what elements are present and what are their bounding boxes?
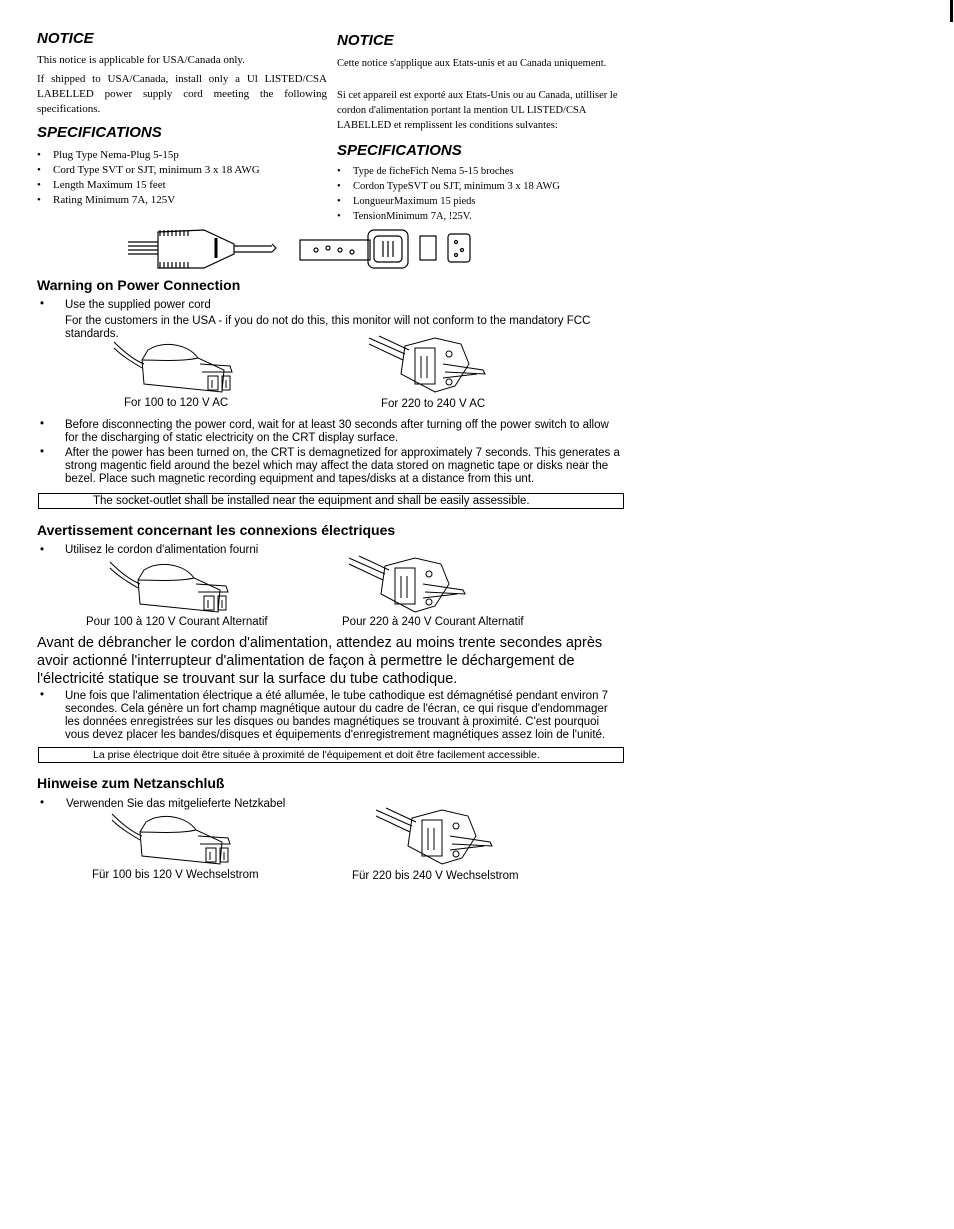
- scan-edge-mark: [950, 0, 953, 22]
- list-item: • Rating Minimum 7A, 125V: [37, 193, 327, 208]
- specifications-heading-en: SPECIFICATIONS: [37, 124, 162, 141]
- us-plug-illustration: [108, 558, 238, 616]
- bullet-icon: •: [40, 689, 45, 701]
- list-item: • LongueurMaximum 15 pieds: [337, 194, 622, 209]
- eu-plug-illustration: [345, 554, 475, 620]
- caption-us-plug-fr: Pour 100 à 120 V Courant Alternatif: [86, 616, 268, 628]
- nema-plug-cord-illustration: [124, 224, 474, 274]
- boxed-notice-en: The socket-outlet shall be installed near the equipment and shall be easily assessible.: [38, 493, 624, 509]
- bullet-text-en-2: Before disconnecting the power cord, wait for at least 30 seconds after turning off the power switch to allow for the discharging of static electricity on the CRT display surface.: [65, 419, 609, 444]
- us-plug-illustration: [110, 810, 240, 868]
- bullet-text-fr-1: Utilisez le cordon d'alimentation fourni: [65, 544, 259, 556]
- bullet-icon: •: [40, 544, 45, 556]
- bullet-body-en-1: For the customers in the USA - if you do not do this, this monitor will not conform to the mandatory FCC standards.: [65, 315, 591, 340]
- caption-eu-plug-en: For 220 to 240 V AC: [381, 398, 486, 410]
- warning-heading-en: Warning on Power Connection: [37, 277, 241, 293]
- warning-heading-de: Hinweise zum Netzanschluß: [37, 775, 225, 791]
- caption-us-plug-en: For 100 to 120 V AC: [124, 397, 229, 409]
- list-item: • Plug Type Nema-Plug 5-15p: [37, 148, 327, 163]
- eu-plug-illustration: [365, 334, 495, 400]
- boxed-notice-fr: La prise électrique doit être située à proximité de l'équipement et doit être facilement accessible.: [38, 747, 624, 763]
- list-item: • TensionMinimum 7A, !25V.: [337, 209, 622, 224]
- notice-paragraph-fr-1: Cette notice s'applique aux Etats-unis et au Canada uniquement.: [337, 58, 607, 69]
- bullet-icon: •: [40, 797, 45, 809]
- notice-line-en: This notice is applicable for USA/Canada only.: [37, 54, 245, 66]
- notice-heading-fr: NOTICE: [337, 32, 394, 49]
- bullet-icon: •: [40, 298, 45, 310]
- notice-heading-en: NOTICE: [37, 30, 94, 47]
- large-paragraph-fr: Avant de débrancher le cordon d'alimentation, attendez au moins trente secondes après avoir actionné l'interrupteur d'alimentation de façon à permettre le déchargement de l'électricité statique se trouvant sur la surface du tube cathodique.: [37, 635, 603, 687]
- us-plug-illustration: [112, 338, 242, 396]
- caption-eu-plug-de: Für 220 bis 240 V Wechselstrom: [352, 870, 519, 882]
- bullet-text-de-1: Verwenden Sie das mitgelieferte Netzkabel: [66, 798, 286, 810]
- eu-plug-illustration: [372, 806, 502, 872]
- specifications-list-fr: [337, 164, 622, 224]
- bullet-text-en-3: After the power has been turned on, the CRT is demagnetized for approximately 7 seconds. This generates a strong magentic field around the bezel which may affect the data stored on magnetic tape or disks near the bezel. Place such magnetic recording equipment and tapes/disks at a distance from this unt.: [65, 447, 620, 485]
- bullet-text-fr-2: Une fois que l'alimentation électrique a été allumée, le tube cathodique est démagnétisé pendant environ 7 secondes. Cela génère un fort champ magnétique autour du cadre de l'écran, ce qui risque d'endommager les données enregistrées sur les disques ou bandes magnétiques se trouvant à proximité. C'est pourquoi vous devez placer les bandes/disques et équipements d'enregistrement magnétiques assez loin de l'unité.: [65, 690, 609, 741]
- caption-us-plug-de: Für 100 bis 120 V Wechselstrom: [92, 869, 259, 881]
- list-item: • Cordon TypeSVT ou SJT, minimum 3 x 18 AWG: [337, 179, 622, 194]
- bullet-icon: •: [40, 418, 45, 430]
- notice-paragraph-fr-2: Si cet appareil est exporté aux Etats-Unis ou au Canada, utilliser le cordon d'alimentation portant la mention UL LISTED/CSA LABELLED et remplissent les conditions sulvantes:: [337, 90, 618, 131]
- specifications-list-en: [37, 148, 327, 208]
- caption-eu-plug-fr: Pour 220 à 240 V Courant Alternatif: [342, 616, 524, 628]
- notice-paragraph-en: If shipped to USA/Canada, install only a Ul LISTED/CSA LABELLED power supply cord meeting the following specifications.: [37, 73, 327, 115]
- bullet-icon: •: [40, 446, 45, 458]
- specifications-heading-fr: SPECIFICATIONS: [337, 142, 462, 159]
- list-item: • Cord Type SVT or SJT, minimum 3 x 18 AWG: [37, 163, 327, 178]
- warning-heading-fr: Avertissement concernant les connexions électriques: [37, 522, 396, 538]
- list-item: • Type de ficheFich Nema 5-15 broches: [337, 164, 622, 179]
- bullet-title-en-1: Use the supplied power cord: [65, 299, 211, 311]
- list-item: • Length Maximum 15 feet: [37, 178, 327, 193]
